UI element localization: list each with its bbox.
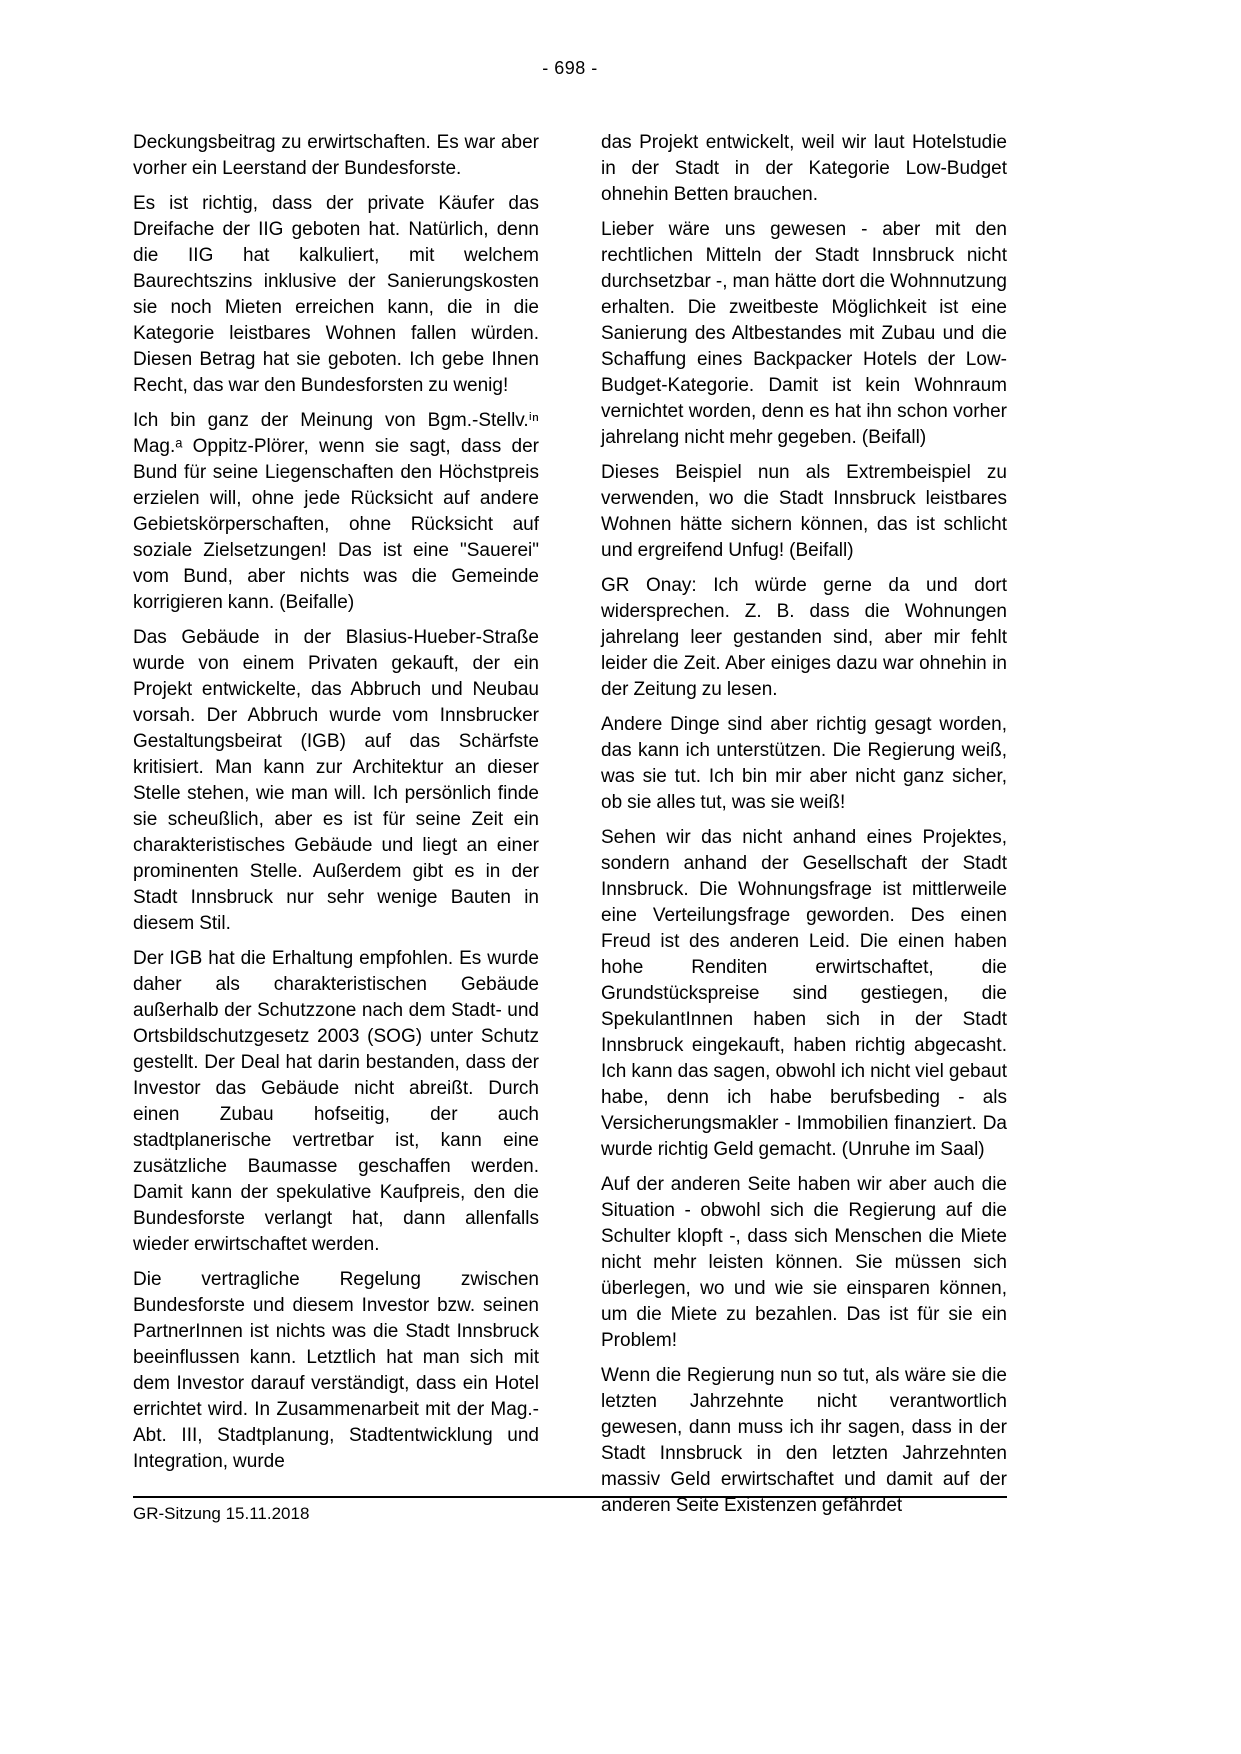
- paragraph: Andere Dinge sind aber richtig gesagt worden, das kann ich unterstützen. Die Regierung weiß, was sie tut. Ich bin mir aber nicht ganz sicher, ob sie alles tut, was sie weiß!: [601, 714, 1007, 813]
- text-columns: [133, 130, 1007, 1528]
- paragraph: Das Gebäude in der Blasius-Hueber-Straße wurde von einem Privaten gekauft, der ein Projekt entwickelte, das Abbruch und Neubau vorsah. Der Abbruch wurde vom Innsbrucker Gestaltungsbeirat (IGB) auf das Schärfste kritisiert. Man kann zur Architektur an dieser Stelle stehen, wie man will. Ich persönlich finde sie scheußlich, aber es ist für seine Zeit ein charakteristisches Gebäude und liegt an einer prominenten Stelle. Außerdem gibt es in der Stadt Innsbruck nur sehr wenige Bauten in diesem Stil.: [133, 627, 539, 934]
- right-column: [601, 130, 1007, 1528]
- paragraph: GR Onay: Ich würde gerne da und dort widersprechen. Z. B. dass die Wohnungen jahrelang leer gestanden sind, aber mir fehlt leider die Zeit. Aber einiges dazu war ohnehin in der Zeitung zu lesen.: [601, 575, 1007, 700]
- page-footer: [133, 1496, 1007, 1524]
- paragraph: Der IGB hat die Erhaltung empfohlen. Es wurde daher als charakteristischen Gebäude außerhalb der Schutzzone nach dem Stadt- und Ortsbildschutzgesetz 2003 (SOG) unter Schutz gestellt. Der Deal hat darin bestanden, dass der Investor das Gebäude nicht abreißt. Durch einen Zubau hofseitig, der auch stadtplanerische vertretbar ist, kann eine zusätzliche Baumasse geschaffen werden. Damit kann der spekulative Kaufpreis, den die Bundesforste verlangt hat, dann allenfalls wieder erwirtschaftet werden.: [133, 948, 539, 1255]
- footer-text: GR-Sitzung 15.11.2018: [133, 1504, 310, 1523]
- paragraph: Sehen wir das nicht anhand eines Projektes, sondern anhand der Gesellschaft der Stadt Innsbruck. Die Wohnungsfrage ist mittlerweile eine Verteilungsfrage geworden. Des einen Freud ist des anderen Leid. Die einen haben hohe Renditen erwirtschaftet, die Grundstückspreise sind gestiegen, die SpekulantInnen haben sich in der Stadt Innsbruck eingekauft, haben richtig abgecasht. Ich kann das sagen, obwohl ich nicht viel gebaut habe, denn ich habe berufsbeding - als Versicherungsmakler - Immobilien finanziert. Da wurde richtig Geld gemacht. (Unruhe im Saal): [601, 827, 1007, 1160]
- paragraph: Lieber wäre uns gewesen - aber mit den rechtlichen Mitteln der Stadt Innsbruck nicht durchsetzbar -, man hätte dort die Wohnnutzung erhalten. Die zweitbeste Möglichkeit ist eine Sanierung des Altbestandes mit Zubau und die Schaffung eines Backpacker Hotels der Low-Budget-Kategorie. Damit ist kein Wohnraum vernichtet worden, denn es hat ihn schon vorher jahrelang nicht mehr gegeben. (Beifall): [601, 219, 1007, 448]
- paragraph: Es ist richtig, dass der private Käufer das Dreifache der IIG geboten hat. Natürlich, denn die IIG hat kalkuliert, mit welchem Baurechtszins inklusive der Sanierungskosten sie noch Mieten erreichen kann, die in die Kategorie leistbares Wohnen fallen würden. Diesen Betrag hat sie geboten. Ich gebe Ihnen Recht, das war den Bundesforsten zu wenig!: [133, 193, 539, 396]
- paragraph: Deckungsbeitrag zu erwirtschaften. Es war aber vorher ein Leerstand der Bundesforste.: [133, 132, 539, 179]
- paragraph: Auf der anderen Seite haben wir aber auch die Situation - obwohl sich die Regierung auf die Schulter klopft -, dass sich Menschen die Miete nicht mehr leisten können. Sie müssen sich überlegen, wo und wie sie einsparen können, um die Miete zu bezahlen. Das ist für sie ein Problem!: [601, 1174, 1007, 1351]
- left-column: [133, 130, 539, 1528]
- paragraph: Die vertragliche Regelung zwischen Bundesforste und diesem Investor bzw. seinen PartnerInnen ist nichts was die Stadt Innsbruck beeinflussen kann. Letztlich hat man sich mit dem Investor darauf verständigt, dass ein Hotel errichtet wird. In Zusammenarbeit mit der Mag.-Abt. III, Stadtplanung, Stadtentwicklung und Integration, wurde: [133, 1269, 539, 1472]
- paragraph: Ich bin ganz der Meinung von Bgm.-Stellv.ⁱⁿ Mag.ᵃ Oppitz-Plörer, wenn sie sagt, dass der Bund für seine Liegenschaften den Höchstpreis erzielen will, ohne jede Rücksicht auf andere Gebietskörperschaften, ohne Rücksicht auf soziale Zielsetzungen! Das ist eine "Sauerei" vom Bund, aber nichts was die Gemeinde korrigieren kann. (Beifalle): [133, 410, 539, 613]
- paragraph: Dieses Beispiel nun als Extrembeispiel zu verwenden, wo die Stadt Innsbruck leistbares Wohnen hätte sichern können, das ist schlicht und ergreifend Unfug! (Beifall): [601, 462, 1007, 561]
- page-number: - 698 -: [542, 58, 598, 78]
- paragraph: das Projekt entwickelt, weil wir laut Hotelstudie in der Stadt in der Kategorie Low-Budget ohnehin Betten brauchen.: [601, 132, 1007, 205]
- paragraph: Wenn die Regierung nun so tut, als wäre sie die letzten Jahrzehnte nicht verantwortlich gewesen, dann muss ich ihr sagen, dass in der Stadt Innsbruck in den letzten Jahrzehnten massiv Geld erwirtschaftet und damit auf der anderen Seite Existenzen gefährdet: [601, 1365, 1007, 1516]
